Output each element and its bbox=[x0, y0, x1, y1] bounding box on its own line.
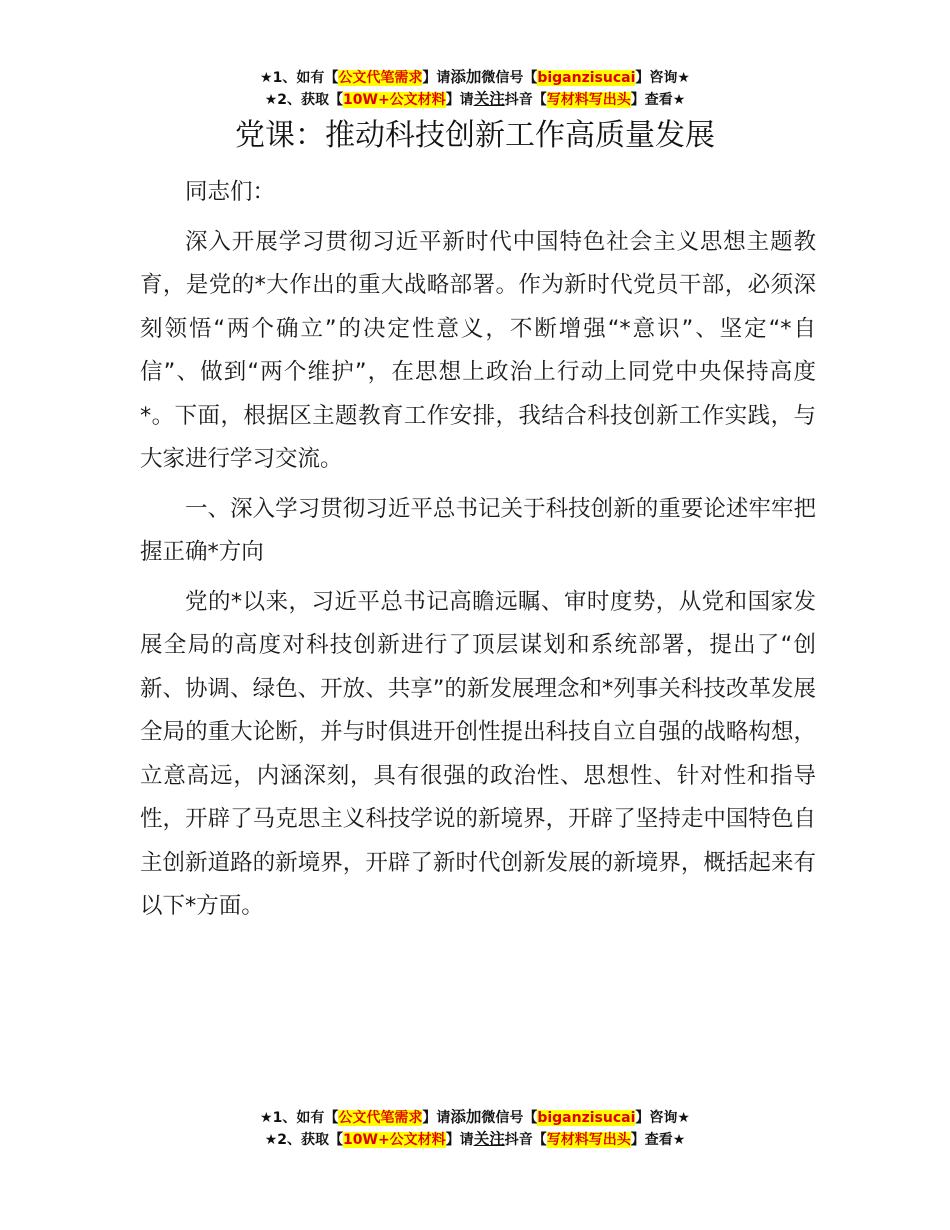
notice-highlight: 10W+公文材料 bbox=[343, 92, 446, 108]
notice-emphasis: 添加 bbox=[450, 1108, 482, 1126]
notice-emphasis: 关注 bbox=[473, 1130, 505, 1148]
paragraph: 深入开展学习贯彻习近平新时代中国特色社会主义思想主题教育，是党的*大作出的重大战略部署。作为新时代党员干部，必须深刻领悟“两个确立”的决定性意义，不断增强“*意识”、坚定“*自信”、做到“两个维护”，在思想上政治上行动上同党中央保持高度*。下面，根据区主题教育工作安排，我结合科技创新工作实践，与大家进行学习交流。 bbox=[140, 228, 816, 472]
notice-emphasis: 添加 bbox=[450, 68, 482, 86]
notice-text: 】请 bbox=[445, 1132, 474, 1148]
notice-highlight: 10W+公文材料 bbox=[343, 1132, 446, 1148]
notice-text: 】请 bbox=[445, 92, 474, 108]
notice-highlight: biganzisucai bbox=[537, 70, 636, 86]
document-body bbox=[140, 171, 816, 935]
salutation: 同志们： bbox=[185, 179, 276, 205]
notice-highlight: biganzisucai bbox=[537, 1110, 636, 1126]
notice-text: ★2、获取【 bbox=[264, 1132, 344, 1148]
notice-line-1 bbox=[0, 1107, 950, 1129]
header-notice bbox=[0, 67, 950, 111]
notice-text: ★1、如有【 bbox=[260, 1110, 339, 1126]
notice-highlight: 公文代笔需求 bbox=[338, 1110, 423, 1126]
notice-highlight: 公文代笔需求 bbox=[338, 70, 423, 86]
notice-text: 】咨询★ bbox=[635, 1110, 690, 1126]
notice-line-2 bbox=[0, 1129, 950, 1151]
notice-text: 】查看★ bbox=[630, 92, 686, 108]
notice-text: 抖音【 bbox=[504, 1132, 547, 1148]
paragraph: 党的*以来，习近平总书记高瞻远瞩、审时度势，从党和国家发展全局的高度对科技创新进行了顶层谋划和系统部署，提出了“创新、协调、绿色、开放、共享”的新发展理念和*列事关科技改革发展全局的重大论断，并与时俱进开创性提出科技自立自强的战略构想，立意高远，内涵深刻，具有很强的政治性、思想性、针对性和指导性，开辟了马克思主义科技学说的新境界，开辟了坚持走中国特色自主创新道路的新境界，开辟了新时代创新发展的新境界，概括起来有以下*方面。 bbox=[140, 588, 816, 919]
notice-highlight: 写材料写出头 bbox=[546, 92, 631, 108]
notice-text: ★1、如有【 bbox=[260, 70, 339, 86]
notice-text: 】请 bbox=[422, 70, 451, 86]
notice-text: 微信号【 bbox=[481, 70, 538, 86]
notice-line-2 bbox=[0, 89, 950, 111]
notice-text: 微信号【 bbox=[481, 1110, 538, 1126]
notice-text: ★2、获取【 bbox=[264, 92, 344, 108]
notice-text: 】咨询★ bbox=[635, 70, 690, 86]
notice-line-1 bbox=[0, 67, 950, 89]
notice-emphasis: 关注 bbox=[473, 90, 505, 108]
document-title: 党课：推动科技创新工作高质量发展 bbox=[235, 118, 715, 153]
section-heading: 一、深入学习贯彻习近平总书记关于科技创新的重要论述牢牢把握正确*方向 bbox=[140, 495, 816, 565]
notice-text: 】请 bbox=[422, 1110, 451, 1126]
notice-text: 抖音【 bbox=[504, 92, 547, 108]
footer-notice bbox=[0, 1107, 950, 1151]
notice-highlight: 写材料写出头 bbox=[546, 1132, 631, 1148]
notice-text: 】查看★ bbox=[630, 1132, 686, 1148]
